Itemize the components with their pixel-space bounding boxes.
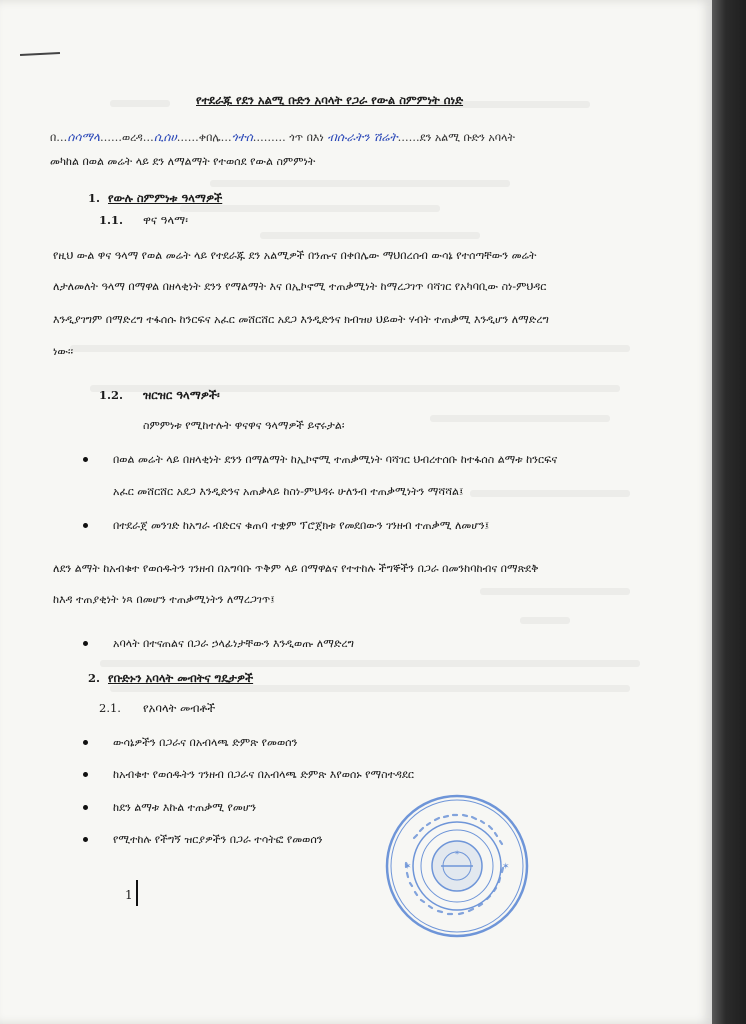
bullet-item: የሚተከሉ የችግኝ ዝርያዎችን በጋራ ተሳትፎ የመወሰን xyxy=(113,833,323,846)
section-title: የቡድኑን አባላት መብትና ግዴታዎች xyxy=(108,671,254,685)
bullet-item: አባላት በተናጠልና በጋራ ኃላፊነታቸውን እንዲወጡ ለማድረግ xyxy=(113,637,354,650)
document-title: የተደራጁ የደን አልሚ ቡድን አባላት የጋራ የውል ስምምነት ሰነድ xyxy=(196,93,464,107)
bleed-through-mark xyxy=(470,490,630,497)
subsection-number: 1.2. xyxy=(99,388,124,402)
bullet-item: ከደን ልማቱ እኩል ተጠቃሚ የመሆን xyxy=(113,801,257,814)
intro-line-1 xyxy=(50,130,515,145)
handwritten-woreda: ሲሰሀ xyxy=(153,130,177,144)
intro-text: በ… xyxy=(50,131,68,144)
subsection-number: 1.1. xyxy=(99,213,124,227)
bleed-through-mark xyxy=(110,100,170,107)
bleed-through-mark xyxy=(520,617,570,624)
section-1-heading xyxy=(88,191,222,205)
paragraph-line: እንዲያገግም በማድረግ ተፋሰሱ ከንርፍና አፈር መሸርሸር አደጋ እንዲድንና ክብዝሀ ህይወት ሃብት ተጠቃሚ እንዲሆን ለማድረግ xyxy=(53,313,549,326)
paragraph-line: ለደን ልማት ከአብቁተ የወሰዱትን ገንዘብ በአግባቡ ጥቅም ላይ በማዋልና የተተከሉ ችግኞችን በጋራ በመንከባከብና በማጽደቅ xyxy=(53,562,539,575)
intro-text: ……ቀበሌ… xyxy=(176,131,232,144)
section-number: 2. xyxy=(88,671,101,685)
bleed-through-mark xyxy=(180,205,440,212)
svg-text:✶: ✶ xyxy=(502,862,510,872)
bleed-through-mark xyxy=(70,345,630,352)
section-number: 1. xyxy=(88,191,101,205)
bleed-through-mark xyxy=(480,588,630,595)
subsection-2-1-heading xyxy=(99,701,215,715)
bleed-through-mark xyxy=(430,415,610,422)
subsection-1-2-heading xyxy=(99,388,220,402)
scan-background-edge xyxy=(712,0,746,1024)
bleed-through-mark xyxy=(260,232,480,239)
svg-text:✶: ✶ xyxy=(404,862,412,872)
subsection-1-1-heading xyxy=(99,213,188,227)
intro-text: ……ደን አልሚ ቡድን አባላት xyxy=(397,131,515,144)
subsection-intro: ስምምነቱ የሚከተሉት ዋናዋና ዓላማዎች ይኖሩታል፡ xyxy=(143,419,345,432)
subsection-number: 2.1. xyxy=(99,701,121,715)
bullet-item: በወል መሬት ላይ በዘላቂነት ደንን በማልማት ከኢኮኖሚ ተጠቃሚነት ባሻገር ህብረተሰቡ ከተፋሰስ ልማቱ ከንርፍና xyxy=(113,453,558,466)
pen-mark xyxy=(20,52,60,56)
bullet-item: ከአብቁተ የወሰዱትን ገንዘብ በጋራና በአብላጫ ድምጽ እየወሰኑ የማስተዳደር xyxy=(113,768,414,781)
paragraph-line: ነው፡፡ xyxy=(53,345,74,358)
handwritten-names: ብሱራትን ሽሬት xyxy=(327,130,398,144)
paragraph-line: የዚህ ውል ዋና ዓላማ የወል መሬት ላይ የተደራጁ ደን አልሚዎች በንጡና በቀበሌው ማህበረሰብ ውሳኔ የተሰጣቸውን መሬት xyxy=(53,249,537,262)
subsection-title: ዋና ዓላማ፡ xyxy=(143,213,188,227)
bleed-through-mark xyxy=(110,685,630,692)
paragraph-line: ለታለመለት ዓላማ በማዋል በዘላቂነት ደንን የማልማት እና በኢኮኖሚ ተጠቃሚነት ከማረጋገጥ ባሻገር የአካባቢው ስነ-ምህዳር xyxy=(53,280,547,293)
section-title: የውሉ ስምምነቱ ዓላማዎች xyxy=(108,191,223,205)
intro-text: ……ወረዳ… xyxy=(99,131,154,144)
bullet-item: በተደራጀ መንገድ ከአግራ ብድርና ቁጠባ ተቋም ፕሮጀክቱ የመደበውን ገንዘብ ተጠቃሚ ለመሆን፤ xyxy=(113,519,490,532)
handwritten-district: ሰሳማላ xyxy=(67,130,100,144)
section-2-heading xyxy=(88,671,253,685)
intro-line-2: መካከል በወል መሬት ላይ ደን ለማልማት የተወሰደ የውል ስምምነት xyxy=(50,155,316,168)
paragraph-line: ከእዳ ተጠያቂነት ነጻ በመሆን ተጠቃሚነትን ለማረጋገጥ፤ xyxy=(53,593,275,606)
page-number-bar xyxy=(136,880,138,906)
svg-text:✶: ✶ xyxy=(454,849,460,857)
page-number: 1 xyxy=(125,888,133,902)
handwritten-kebele: ጎተሰ xyxy=(231,130,253,144)
official-seal-icon xyxy=(384,793,530,939)
bleed-through-mark xyxy=(100,660,640,667)
subsection-title: የአባላት መብቶች xyxy=(143,701,216,715)
subsection-title: ዝርዝር ዓላማዎች፡ xyxy=(143,388,220,402)
bullet-item: ውሳኔዎችን በጋራና በአብላጫ ድምጽ የመወሰን xyxy=(113,736,298,749)
bullet-continuation: አፈር መሸርሸር አደጋ እንዲድንና አጠቃላይ ከስነ-ምህዳሩ ሁለንብ ተጠቃሚነትን ማሻሻል፤ xyxy=(113,485,464,498)
intro-text: ……… ጎጥ በእነ xyxy=(252,131,328,144)
bleed-through-mark xyxy=(210,180,510,187)
